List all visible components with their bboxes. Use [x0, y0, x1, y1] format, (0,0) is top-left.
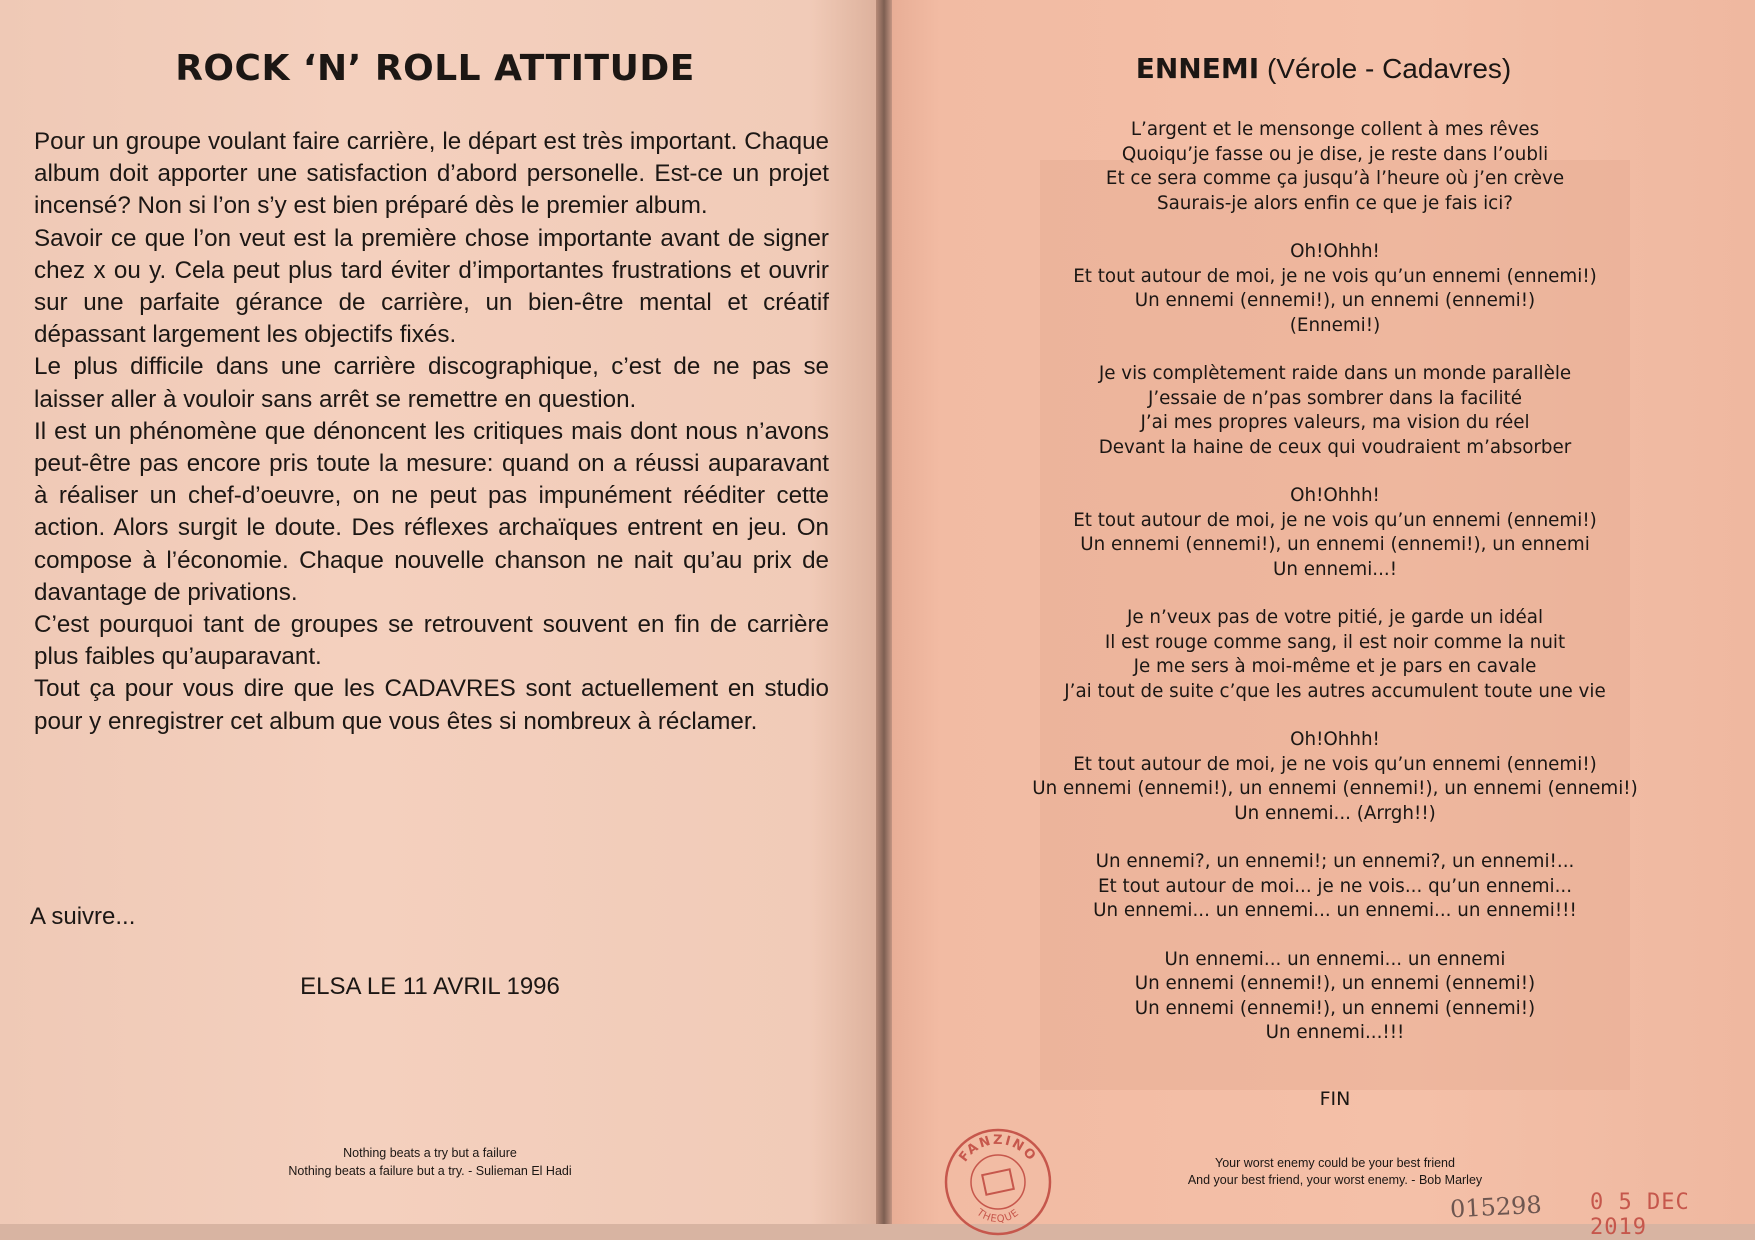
stamp-top-text: FANZINO [956, 1132, 1040, 1165]
lyric-line: Devant la haine de ceux qui voudraient m’absorber [1098, 436, 1572, 458]
lyric-line: Oh!Ohhh! [1290, 729, 1380, 750]
quote-line: Nothing beats a try but a failure [343, 1146, 517, 1160]
lyric-line: Un ennemi (ennemi!), un ennemi (ennemi!) [1134, 973, 1536, 994]
lyric-line: Et tout autour de moi, je ne vois qu’un ennemi (ennemi!) [1073, 753, 1597, 775]
article-body [34, 126, 829, 738]
lyric-line: Il est rouge comme sang, il est noir comme la nuit [1104, 631, 1566, 653]
paragraph: Pour un groupe voulant faire carrière, le départ est très important. Chaque album doit apporter une satisfaction d’abord personelle. Est-ce un projet incensé? Non si l’on s’y est bien préparé dès le premier album. [34, 128, 829, 220]
stanza [1000, 606, 1670, 704]
paragraph: Le plus difficile dans une carrière discographique, c’est de ne pas se laisser aller à vouloir sans arrêt se remettre en question. [34, 353, 829, 413]
lyric-line: Un ennemi... (Arrgh!!) [1234, 802, 1436, 824]
lyric-line: Et ce sera comme ça jusqu’à l’heure où j’en crève [1105, 168, 1565, 189]
lyric-line: Un ennemi...!!! [1265, 1022, 1405, 1043]
lyric-line: Je vis complètement raide dans un monde parallèle [1098, 363, 1572, 384]
lyric-line: Quoiqu’je fasse ou je dise, je reste dans l’oubli [1121, 143, 1549, 165]
lyric-line: Et tout autour de moi, je ne vois qu’un ennemi (ennemi!) [1073, 265, 1597, 287]
lyric-line: Un ennemi...! [1272, 558, 1398, 580]
paragraph: Tout ça pour vous dire que les CADAVRES sont actuellement en studio pour y enregistrer cet album que vous êtes si nombreux à réclamer. [34, 675, 829, 735]
lyric-line: J’ai mes propres valeurs, ma vision du réel [1140, 412, 1530, 433]
lyrics [1000, 118, 1670, 1070]
signature-line: ELSA LE 11 AVRIL 1996 [300, 973, 560, 1000]
stanza [1000, 362, 1670, 460]
stanza [1000, 948, 1670, 1046]
lyric-line: Un ennemi (ennemi!), un ennemi (ennemi!) [1134, 290, 1536, 311]
lyric-line: Je n’veux pas de votre pitié, je garde un idéal [1126, 607, 1544, 628]
stanza [1000, 728, 1670, 826]
stamp-bottom-text: THEQUE [974, 1207, 1022, 1226]
stanza [1000, 850, 1670, 924]
lyric-line: Oh!Ohhh! [1290, 241, 1380, 262]
lyric-line: Un ennemi (ennemi!), un ennemi (ennemi!), un ennemi (ennemi!) [1032, 778, 1638, 799]
quote-line: And your best friend, your worst enemy. - Bob Marley [1187, 1173, 1483, 1187]
lyric-line: Oh!Ohhh! [1290, 485, 1380, 506]
song-title-main: ENNEMI [1135, 52, 1260, 85]
lyric-line: (Ennemi!) [1289, 314, 1381, 336]
closing-text: A suivre... [30, 903, 136, 930]
quote-line: Nothing beats a failure but a try. - Sulieman El Hadi [288, 1164, 572, 1178]
end-marker: FIN [1319, 1088, 1351, 1110]
lyric-line: Un ennemi (ennemi!), un ennemi (ennemi!), un ennemi [1080, 534, 1590, 555]
lyric-line: Un ennemi?, un ennemi!; un ennemi?, un ennemi!... [1095, 851, 1575, 872]
lyric-line: Et tout autour de moi... je ne vois... qu’un ennemi... [1097, 875, 1573, 897]
paragraph: C’est pourquoi tant de groupes se retrouvent souvent en fin de carrière plus faibles qu’auparavant. [34, 611, 829, 671]
lyric-line: Un ennemi (ennemi!), un ennemi (ennemi!) [1134, 997, 1536, 1019]
lyric-line: Un ennemi... un ennemi... un ennemi [1164, 948, 1506, 970]
date-stamp: 0 5 DEC 2019 [1590, 1190, 1690, 1240]
left-footer-quote [0, 1144, 860, 1180]
library-stamp-icon [940, 1124, 1055, 1239]
stanza [1000, 240, 1670, 338]
quote-line: Your worst enemy could be your best friend [1215, 1156, 1455, 1170]
song-title [890, 52, 1755, 85]
page-gutter [876, 0, 892, 1224]
lyric-line: J’ai tout de suite c’que les autres accumulent toute une vie [1064, 680, 1606, 702]
archive-number: 015298 [1449, 1190, 1543, 1224]
lyric-line: Et tout autour de moi, je ne vois qu’un ennemi (ennemi!) [1073, 509, 1597, 531]
lyric-line: Saurais-je alors enfin ce que je fais ici? [1157, 192, 1513, 214]
article-title: ROCK ‘N’ ROLL ATTITUDE [175, 48, 695, 89]
lyric-line: Un ennemi... un ennemi... un ennemi... un ennemi!!! [1093, 900, 1577, 921]
lyric-line: J’essaie de n’pas sombrer dans la facilité [1147, 387, 1522, 409]
lyric-line: Je me sers à moi-même et je pars en cavale [1133, 656, 1537, 677]
right-footer-quote [1040, 1155, 1630, 1189]
stanza [1000, 118, 1670, 216]
lyric-line: L’argent et le mensonge collent à mes rêves [1130, 119, 1540, 140]
song-title-credits: (Vérole - Cadavres) [1266, 53, 1512, 84]
stanza [1000, 484, 1670, 582]
paragraph: Savoir ce que l’on veut est la première chose importante avant de signer chez x ou y. Cela peut plus tard éviter d’importantes frustrations et ouvrir sur une parfaite gérance de carrière, un bien-être mental et créatif dépassant largement les objectifs fixés. [34, 224, 829, 349]
paragraph: Il est un phénomène que dénoncent les critiques mais dont nous n’avons peut-être pas encore pris toute la mesure: quand on a réussi auparavant à réaliser un chef-d’oeuvre, on ne peut pas impunément rééditer cette action. Alors surgit le doute. Des réflexes archaïques entrent en jeu. On compose à l’économie. Chaque nouvelle chanson ne nait qu’au prix de davantage de privations. [34, 417, 829, 606]
